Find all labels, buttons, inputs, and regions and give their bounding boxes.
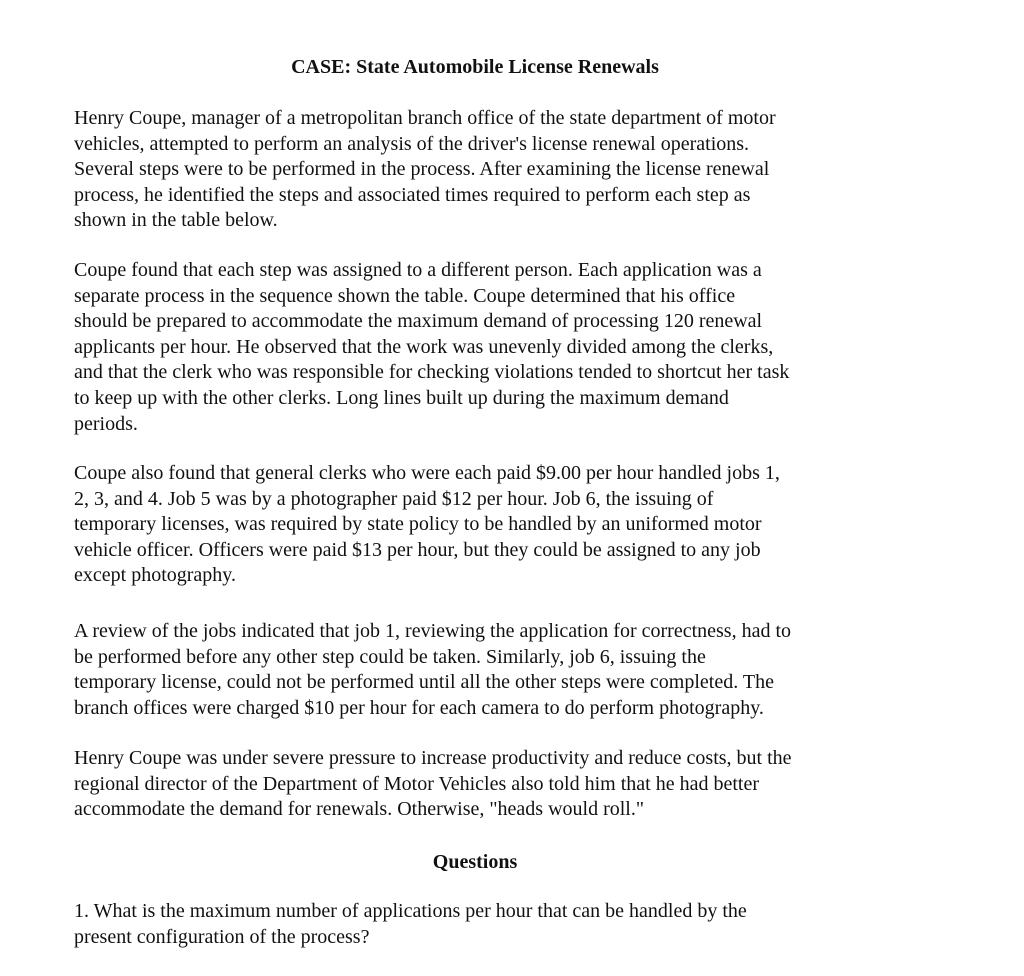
paragraph-staffing: Coupe found that each step was assigned to a different person. Each application was a separate process in the sequence shown the table. Coupe determined that his office should be prepared to accommodate the maximum demand of processing 120 renewal applicants per hour. He observed that the work was unevenly divided among the clerks, and that the clerk who was responsible for checking violations tended to shortcut her task to keep up with the other clerks. Long lines built up during the maximum demand periods. (74, 259, 790, 435)
paragraph-job-order: A review of the jobs indicated that job 1, reviewing the application for correctness, had to be performed before any other step could be taken. Similarly, job 6, issuing the temporary license, could not be performed until all the other steps were completed. The branch offices were charged $10 per hour for each camera to do perform photography. (74, 620, 792, 719)
paragraph-pressure: Henry Coupe was under severe pressure to increase productivity and reduce costs, but the regional director of the Department of Motor Vehicles also told him that he had better accommodate the demand for renewals. Otherwise, "heads would roll." (74, 747, 792, 821)
document-title: CASE: State Automobile License Renewals (291, 56, 659, 78)
questions-heading: Questions (432, 851, 518, 873)
paragraph-intro: Henry Coupe, manager of a metropolitan branch office of the state department of motor vehicles, attempted to perform an analysis of the driver's license renewal operations. Several steps were to be performed in the process. After examining the license renewal process, he identified the steps and associated times required to perform each step as shown in the table below. (74, 107, 776, 232)
question-item: 1. What is the maximum number of applications per hour that can be handled by the present configuration of the process? (74, 900, 747, 948)
paragraph-wages: Coupe also found that general clerks who were each paid $9.00 per hour handled jobs 1, 2, 3, and 4. Job 5 was by a photographer paid $12 per hour. Job 6, the issuing of temporary licenses, was required by state policy to be handled by an uniformed motor vehicle officer. Officers were paid $13 per hour, but they could be assigned to any job except photography. (74, 462, 780, 587)
